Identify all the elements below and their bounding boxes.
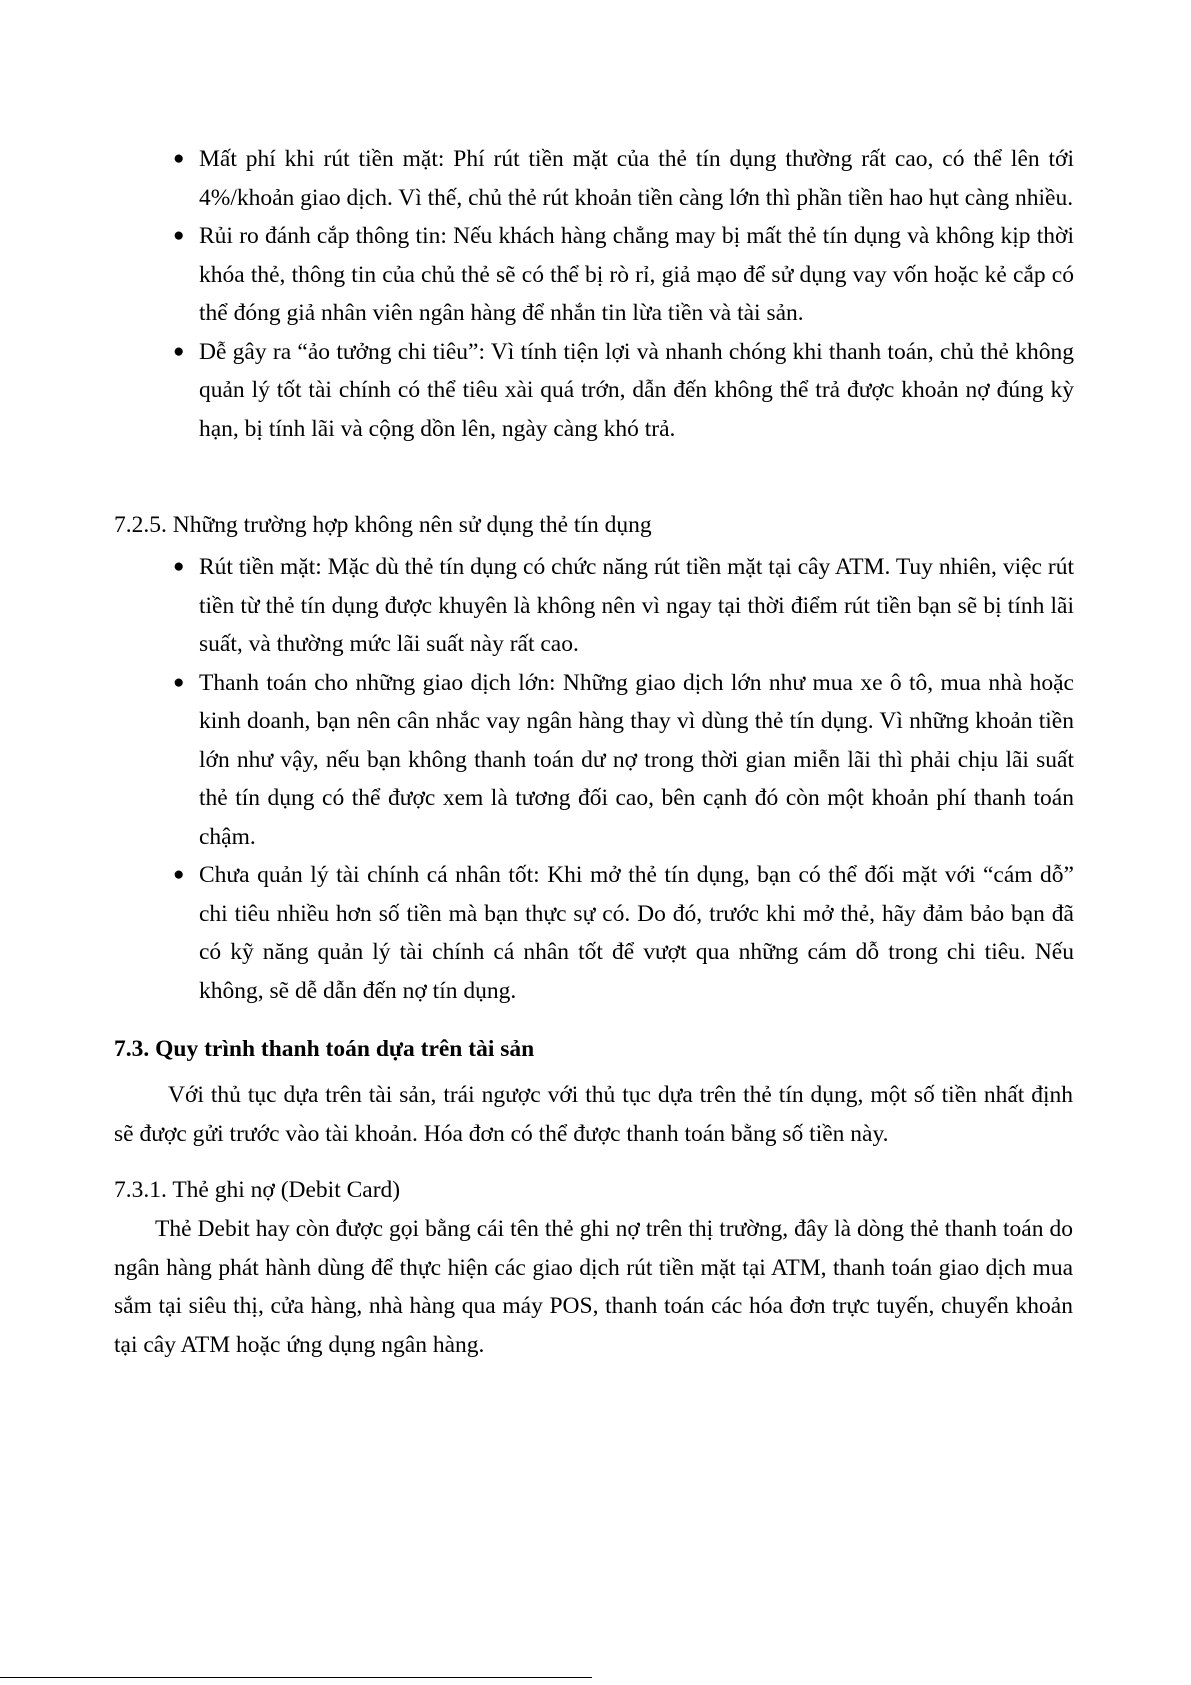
bullet-text: Mất phí khi rút tiền mặt: Phí rút tiền mặt của thẻ tín dụng thường rất cao, có thể lên tới 4%/khoản giao dịch. Vì thế, chủ thẻ rút khoản tiền càng lớn thì phần tiền hao hụt càng nhiều. bbox=[199, 146, 1074, 211]
bullet-icon: ● bbox=[173, 340, 185, 362]
bullet-text: Thanh toán cho những giao dịch lớn: Những giao dịch lớn như mua xe ô tô, mua nhà hoặc kinh doanh, bạn nên cân nhắc vay ngân hàng thay vì dùng thẻ tín dụng. Vì những khoản tiền lớn như vậy, nếu bạn không thanh toán dư nợ trong thời gian miễn lãi thì phải chịu lãi suất thẻ tín dụng có thể được xem là tương đối cao, bên cạnh đó còn một khoản phí thanh toán chậm. bbox=[199, 669, 1074, 850]
list-item bbox=[172, 333, 1074, 449]
list-item bbox=[172, 140, 1074, 217]
bullet-text: Chưa quản lý tài chính cá nhân tốt: Khi mở thẻ tín dụng, bạn có thể đối mặt với “cám dỗ” chi tiêu nhiều hơn số tiền mà bạn thực sự có. Do đó, trước khi mở thẻ, hãy đảm bảo bạn đã có kỹ năng quản lý tài chính cá nhân tốt để vượt qua những cám dỗ trong chi tiêu. Nếu không, sẽ dễ dẫn đến nợ tín dụng. bbox=[199, 862, 1074, 1004]
bullet-list-disadvantages bbox=[172, 140, 1074, 448]
list-item bbox=[172, 548, 1074, 664]
footnote-divider bbox=[0, 1677, 592, 1678]
bullet-text: Dễ gây ra “ảo tưởng chi tiêu”: Vì tính tiện lợi và nhanh chóng khi thanh toán, chủ thẻ không quản lý tốt tài chính có thể tiêu xài quá trớn, dẫn đến không thể trả được khoản nợ đúng kỳ hạn, bị tính lãi và cộng dồn lên, ngày càng khó trả. bbox=[199, 338, 1074, 442]
bullet-text: Rủi ro đánh cắp thông tin: Nếu khách hàng chẳng may bị mất thẻ tín dụng và không kịp thời khóa thẻ, thông tin của chủ thẻ sẽ có thể bị rò rỉ, giả mạo để sử dụng vay vốn hoặc kẻ cắp có thể đóng giả nhân viên ngân hàng để nhắn tin lừa tiền và tài sản. bbox=[199, 223, 1074, 326]
bullet-text: Rút tiền mặt: Mặc dù thẻ tín dụng có chức năng rút tiền mặt tại cây ATM. Tuy nhiên, việc rút tiền từ thẻ tín dụng được khuyên là không nên vì ngay tại thời điểm rút tiền bạn sẽ bị tính lãi suất, và thường mức lãi suất này rất cao. bbox=[199, 554, 1074, 657]
section-heading-7-3-1: 7.3.1. Thẻ ghi nợ (Debit Card) bbox=[114, 1177, 401, 1203]
list-item bbox=[172, 217, 1074, 333]
section-heading-7-2-5: 7.2.5. Những trường hợp không nên sử dụng thẻ tín dụng bbox=[114, 512, 652, 538]
list-item bbox=[172, 664, 1074, 857]
paragraph-debit-card: Thẻ Debit hay còn được gọi bằng cái tên thẻ ghi nợ trên thị trường, đây là dòng thẻ thanh toán do ngân hàng phát hành dùng để thực hiện các giao dịch rút tiền mặt tại ATM, thanh toán giao dịch mua sắm tại siêu thị, cửa hàng, nhà hàng qua máy POS, thanh toán các hóa đơn trực tuyến, chuyển khoản tại cây ATM hoặc ứng dụng ngân hàng. bbox=[114, 1216, 1073, 1358]
bullet-icon: ● bbox=[173, 556, 185, 577]
paragraph-asset-based: Với thủ tục dựa trên tài sản, trái ngược với thủ tục dựa trên thẻ tín dụng, một số tiền nhất định sẽ được gửi trước vào tài khoản. Hóa đơn có thể được thanh toán bằng số tiền này. bbox=[114, 1082, 1073, 1147]
bullet-icon: ● bbox=[173, 671, 185, 693]
bullet-list-cases bbox=[172, 548, 1074, 1010]
section-heading-7-3: 7.3. Quy trình thanh toán dựa trên tài sản bbox=[114, 1036, 535, 1062]
bullet-icon: ● bbox=[173, 148, 185, 169]
bullet-icon: ● bbox=[173, 225, 185, 246]
list-item bbox=[172, 856, 1074, 1010]
bullet-icon: ● bbox=[173, 864, 185, 885]
